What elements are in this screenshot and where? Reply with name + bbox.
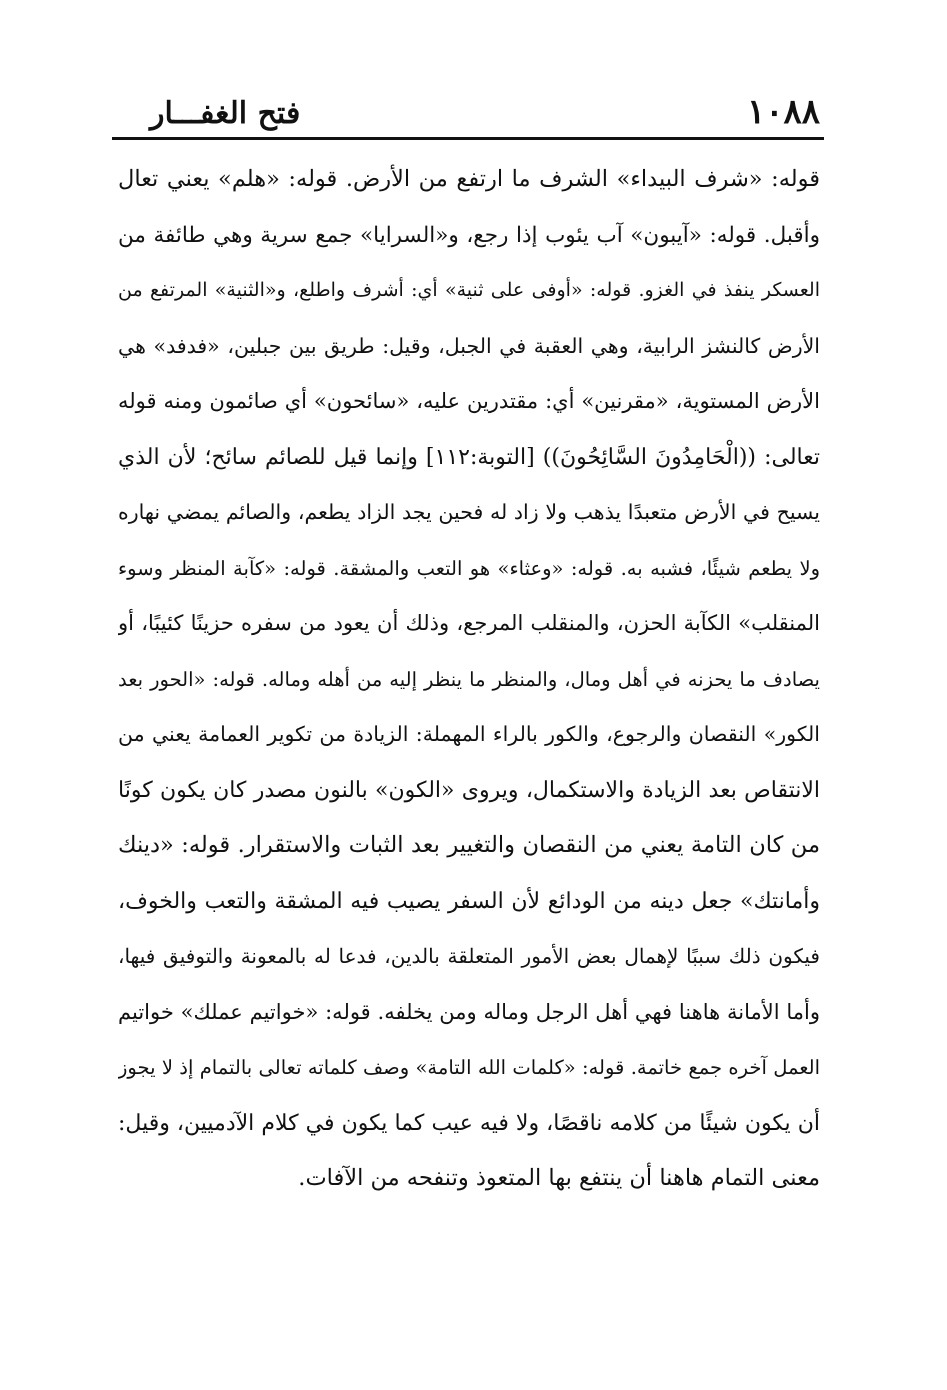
text-line: أن يكون شيئًا من كلامه ناقصًا، ولا فيه عيب كما يكون في كلام الآدميين، وقيل: [118,1110,820,1136]
text-line: قوله: «شرف البيداء» الشرف ما ارتفع من الأرض. قوله: «هلم» يعني تعال [118,166,820,192]
running-title: فتح الغفـــار [150,96,301,131]
text-line: من كان التامة يعني من النقصان والتغيير بعد الثبات والاستقرار. قوله: «دينك [118,832,820,858]
page-header [120,88,820,138]
text-line: العمل آخره جمع خاتمة. قوله: «كلمات الله التامة» وصف كلماته تعالى بالتمام إذ لا يجوز [118,1056,820,1079]
body-text [118,152,820,1207]
text-line: الأرض المستوية، «مقرنين» أي: مقتدرين عليه، «سائحون» أي صائمون ومنه قوله [118,389,820,413]
text-line: معنى التمام هاهنا أن ينتفع بها المتعوذ وتنفحه من الآفات. [298,1165,820,1191]
text-line: يسيح في الأرض متعبدًا يذهب ولا زاد له فحين يجد الزاد يطعم، والصائم يمضي نهاره [118,500,820,524]
page-number: ١٠٨٨ [746,92,820,132]
text-line: الانتقاص بعد الزيادة والاستكمال، ويروى «الكون» بالنون مصدر كان يكون كونًا [118,777,820,803]
text-line: الأرض كالنشز الرابية، وهي العقبة في الجبل، وقيل: طريق بين جبلين، «فدفد» هي [118,333,820,358]
header-rule [112,137,824,140]
text-line: وأما الأمانة هاهنا فهي أهل الرجل وماله ومن يخلفه. قوله: «خواتيم عملك» خواتيم [118,999,820,1024]
text-line: العسكر ينفذ في الغزو. قوله: «أوفى على ثنية» أي: أشرف واطلع، و«الثنية» المرتفع من [118,279,820,301]
text-line: يصادف ما يحزنه في أهل ومال، والمنظر ما ينظر إليه من أهله وماله. قوله: «الحور بعد [118,667,820,691]
text-line: المنقلب» الكآبة الحزن، والمنقلب المرجع، وذلك أن يعود من سفره حزينًا كئيبًا، أو [118,611,820,635]
text-line: تعالى: ((الْحَامِدُونَ السَّائِحُونَ)) [التوبة:١١٢] وإنما قيل للصائم سائح؛ لأن الذي [118,444,820,470]
text-line: فيكون ذلك سببًا لإهمال بعض الأمور المتعلقة بالدين، فدعا له بالمعونة والتوفيق فيها، [118,944,820,968]
text-line: الكور» النقصان والرجوع، والكور بالراء المهملة: الزيادة من تكوير العمامة يعني من [118,722,820,746]
text-line: وأمانتك» جعل دينه من الودائع لأن السفر يصيب فيه المشقة والتعب والخوف، [118,888,820,914]
text-line: ولا يطعم شيئًا، فشبه به. قوله: «وعثاء» هو التعب والمشقة. قوله: «كآبة المنظر وسوء [118,556,820,580]
text-line: وأقبل. قوله: «آيبون» آب يئوب إذا رجع، و«السرايا» جمع سرية وهي طائفة من [118,222,820,248]
